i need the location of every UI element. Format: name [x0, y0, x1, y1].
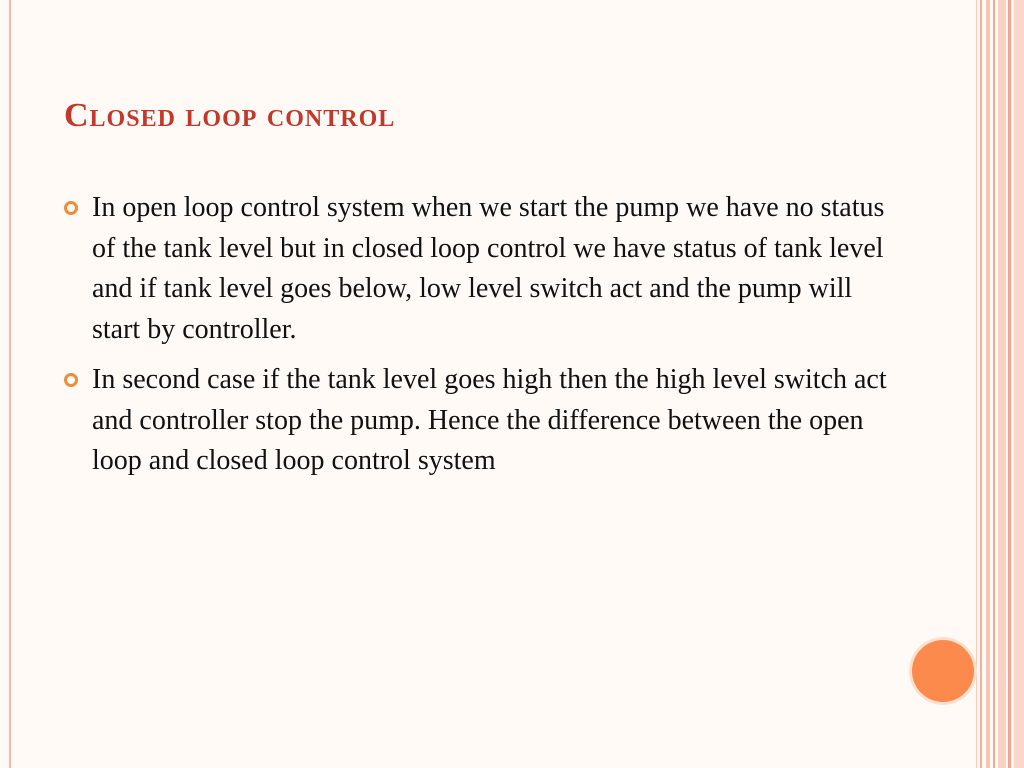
- bullet-item: [62, 188, 892, 350]
- stripe: [986, 0, 990, 768]
- decorative-circle: [912, 640, 974, 702]
- bullet-text: In open loop control system when we start the pump we have no status of the tank level but in closed loop control we have status of tank level and if tank level goes below, low level switch act and the pump will start by controller.: [92, 192, 885, 345]
- bullet-text: In second case if the tank level goes high then the high level switch act and controller stop the pump. Hence the difference between the open loop and closed loop control system: [92, 364, 887, 476]
- left-border-line: [9, 0, 11, 768]
- ring-bullet-icon: [64, 373, 78, 387]
- right-decorative-stripes: [976, 0, 1024, 768]
- stripe: [1008, 0, 1011, 768]
- bullet-item: [62, 360, 892, 482]
- stripe: [993, 0, 995, 768]
- stripe: [976, 0, 977, 768]
- stripe: [980, 0, 982, 768]
- ring-bullet-icon: [64, 201, 78, 215]
- stripe: [1014, 0, 1024, 768]
- slide-title: Closed loop control: [64, 97, 396, 134]
- stripe: [998, 0, 1006, 768]
- bullet-list: [62, 188, 892, 492]
